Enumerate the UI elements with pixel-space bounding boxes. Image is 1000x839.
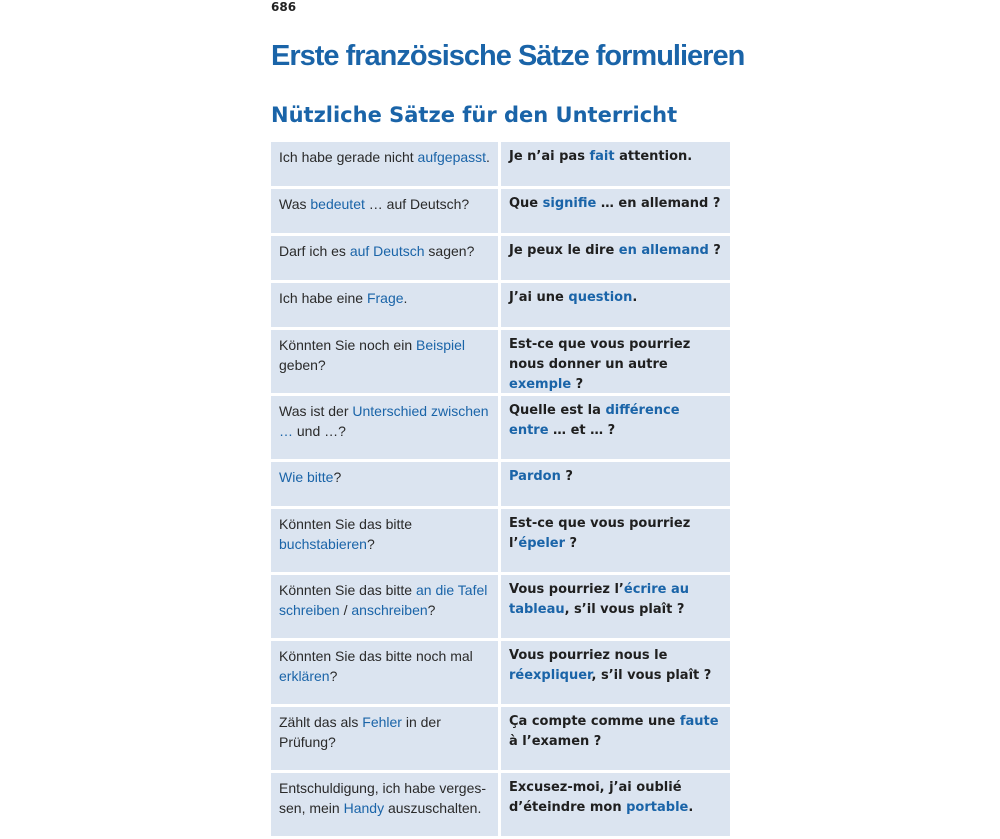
phrase-text: / bbox=[339, 602, 352, 618]
french-phrase-cell bbox=[501, 575, 730, 638]
phrase-text: , s’il vous plaît ? bbox=[591, 668, 712, 683]
highlighted-term: fait bbox=[589, 149, 615, 164]
table-row bbox=[271, 189, 730, 233]
highlighted-term: Handy bbox=[343, 800, 385, 816]
phrase-text: Was ist der bbox=[279, 403, 353, 419]
french-phrase-cell bbox=[501, 707, 730, 770]
highlighted-term: épeler bbox=[518, 536, 566, 551]
phrase-text: , s’il vous plaît ? bbox=[564, 602, 685, 617]
phrase-text: Darf ich es bbox=[279, 243, 350, 259]
highlighted-term: aufgepasst bbox=[417, 149, 487, 165]
highlighted-term: Wie bitte bbox=[279, 469, 334, 485]
highlighted-term: faute bbox=[679, 714, 719, 729]
phrase-text: ? bbox=[366, 536, 375, 552]
phrase-text: J’ai une bbox=[509, 290, 569, 305]
german-phrase-cell bbox=[271, 707, 498, 770]
phrase-text: Je n’ai pas bbox=[509, 149, 590, 164]
phrase-text: . bbox=[688, 800, 694, 815]
highlighted-term: Fehler bbox=[362, 714, 402, 730]
phrase-text: ? bbox=[560, 469, 573, 484]
highlighted-term: Frage bbox=[366, 290, 404, 306]
highlighted-term: portable bbox=[626, 800, 689, 815]
phrase-text: Könnten Sie noch ein bbox=[279, 337, 416, 353]
phrase-text: auszuschalten. bbox=[384, 800, 482, 816]
phrase-text: … et … ? bbox=[548, 423, 616, 438]
phrase-text: ? bbox=[571, 377, 584, 392]
highlighted-term: Unterschied zwischen … bbox=[279, 403, 489, 439]
french-phrase-cell bbox=[501, 236, 730, 280]
phrase-table bbox=[271, 142, 730, 839]
french-phrase-cell bbox=[501, 509, 730, 572]
phrase-text: Vous pourriez nous le bbox=[509, 648, 668, 663]
french-phrase-cell bbox=[501, 641, 730, 704]
french-phrase-cell bbox=[501, 773, 730, 836]
table-row bbox=[271, 142, 730, 186]
french-phrase-cell bbox=[501, 396, 730, 459]
highlighted-term: buchstabieren bbox=[279, 536, 367, 552]
phrase-text: sagen? bbox=[424, 243, 475, 259]
phrase-text: Könnten Sie das bitte noch mal bbox=[279, 648, 473, 664]
table-row bbox=[271, 330, 730, 393]
phrase-text: ? bbox=[427, 602, 436, 618]
table-row bbox=[271, 707, 730, 770]
table-row bbox=[271, 575, 730, 638]
phrase-text: ? bbox=[708, 243, 721, 258]
phrase-text: Was bbox=[279, 196, 311, 212]
phrase-text: ? bbox=[329, 668, 338, 684]
highlighted-term: an die Tafel schreiben bbox=[279, 582, 488, 618]
phrase-text: Könnten Sie das bitte bbox=[279, 582, 416, 598]
highlighted-term: signifie bbox=[542, 196, 597, 211]
phrase-text: Zählt das als bbox=[279, 714, 363, 730]
phrase-text: . bbox=[632, 290, 638, 305]
table-row bbox=[271, 773, 730, 836]
table-row bbox=[271, 283, 730, 327]
phrase-text: in der Prüfung? bbox=[279, 714, 441, 750]
phrase-text: Ich habe eine bbox=[279, 290, 367, 306]
german-phrase-cell bbox=[271, 773, 498, 836]
highlighted-term: en allemand bbox=[618, 243, 709, 258]
table-row bbox=[271, 236, 730, 280]
phrase-text: . bbox=[486, 149, 490, 165]
phrase-text: Vous pourriez l’ bbox=[509, 582, 624, 597]
phrase-text: Ça compte comme une bbox=[509, 714, 680, 729]
french-phrase-cell bbox=[501, 330, 730, 393]
german-phrase-cell bbox=[271, 330, 498, 393]
highlighted-term: bedeutet bbox=[310, 196, 365, 212]
german-phrase-cell bbox=[271, 575, 498, 638]
table-row bbox=[271, 641, 730, 704]
highlighted-term: question bbox=[568, 290, 633, 305]
phrase-text: . bbox=[403, 290, 408, 306]
phrase-text: Excusez-moi, j’ai oublié d’éteindre mon bbox=[509, 780, 682, 815]
phrase-text: … en allemand ? bbox=[596, 196, 721, 211]
german-phrase-cell bbox=[271, 142, 498, 186]
table-row bbox=[271, 509, 730, 572]
phrase-text: und …? bbox=[293, 423, 346, 439]
highlighted-term: Beispiel bbox=[416, 337, 466, 353]
highlighted-term: écrire au tableau bbox=[509, 582, 690, 617]
phrase-text: Je peux le dire bbox=[509, 243, 619, 258]
german-phrase-cell bbox=[271, 641, 498, 704]
section-title: Nützliche Sätze für den Unterricht bbox=[271, 103, 678, 127]
german-phrase-cell bbox=[271, 283, 498, 327]
page-number: 686 bbox=[271, 0, 297, 14]
highlighted-term: Pardon bbox=[509, 469, 561, 484]
german-phrase-cell bbox=[271, 396, 498, 459]
highlighted-term: exemple bbox=[509, 377, 572, 392]
phrase-text: Ich habe gerade nicht bbox=[279, 149, 418, 165]
phrase-text: Est-ce que vous pourriez l’ bbox=[509, 516, 691, 551]
page-title: Erste französische Sätze formulieren bbox=[271, 40, 745, 72]
phrase-text: Entschuldigung, ich habe vergessen, mein bbox=[279, 780, 487, 816]
german-phrase-cell bbox=[271, 189, 498, 233]
phrase-text: ? bbox=[333, 469, 342, 485]
phrase-text: Quelle est la bbox=[509, 403, 606, 418]
phrase-text: à l’examen ? bbox=[509, 734, 602, 749]
phrase-text: geben? bbox=[279, 357, 326, 373]
phrase-text: attention. bbox=[614, 149, 693, 164]
phrase-text: … auf Deutsch? bbox=[364, 196, 470, 212]
highlighted-term: anschreiben bbox=[351, 602, 428, 618]
french-phrase-cell bbox=[501, 189, 730, 233]
french-phrase-cell bbox=[501, 462, 730, 506]
phrase-text: Que bbox=[509, 196, 543, 211]
table-row bbox=[271, 462, 730, 506]
highlighted-term: erklären bbox=[279, 668, 330, 684]
german-phrase-cell bbox=[271, 236, 498, 280]
german-phrase-cell bbox=[271, 462, 498, 506]
phrase-text: ? bbox=[565, 536, 578, 551]
phrase-text: Könnten Sie das bitte bbox=[279, 516, 413, 532]
french-phrase-cell bbox=[501, 283, 730, 327]
german-phrase-cell bbox=[271, 509, 498, 572]
highlighted-term: réexpliquer bbox=[509, 668, 592, 683]
highlighted-term: auf Deutsch bbox=[349, 243, 425, 259]
phrase-text: Est-ce que vous pourriez nous donner un autre bbox=[509, 337, 691, 372]
highlighted-term: différence entre bbox=[509, 403, 680, 438]
french-phrase-cell bbox=[501, 142, 730, 186]
table-row bbox=[271, 396, 730, 459]
